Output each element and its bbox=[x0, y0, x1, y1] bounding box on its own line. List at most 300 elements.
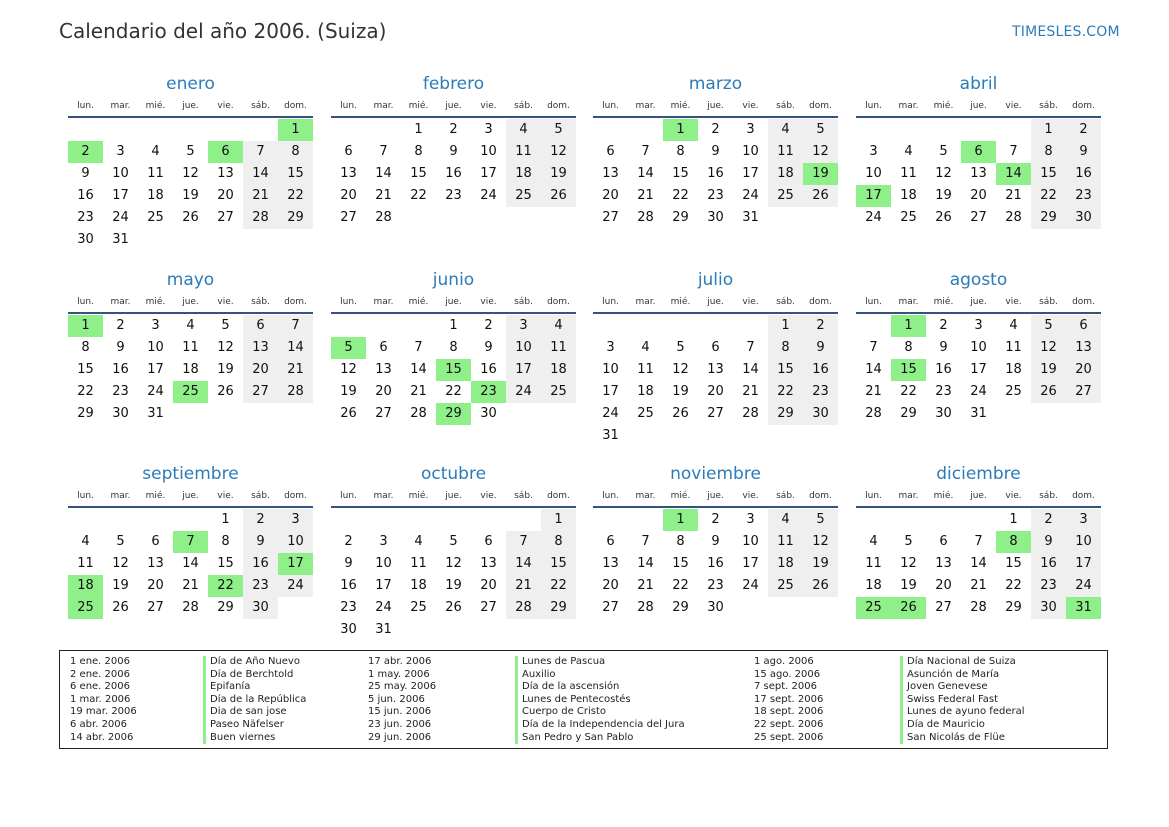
weekday-label: jue. bbox=[445, 101, 462, 111]
empty-cell bbox=[366, 119, 401, 141]
weekday-label: mar. bbox=[373, 297, 394, 307]
day-grid bbox=[68, 315, 313, 425]
day-cell: 4 bbox=[506, 119, 541, 141]
legend-holiday-name: Día de la Independencia del Jura bbox=[515, 719, 685, 732]
day-cell: 12 bbox=[182, 166, 199, 181]
day-grid bbox=[856, 119, 1101, 229]
day-cell: 16 bbox=[340, 578, 357, 593]
day-cell: 23 bbox=[1066, 185, 1101, 207]
day-cell: 25 bbox=[147, 210, 164, 225]
day-cell: 31 bbox=[742, 210, 759, 225]
weekday-label: dom. bbox=[284, 297, 307, 307]
day-cell: 7 bbox=[641, 144, 650, 159]
day-cell: 6 bbox=[1066, 315, 1101, 337]
weekday-label: sáb. bbox=[514, 297, 533, 307]
day-cell: 9 bbox=[449, 144, 458, 159]
weekday-header bbox=[331, 488, 576, 508]
weekday-label: sáb. bbox=[1039, 297, 1058, 307]
weekday-label: jue. bbox=[970, 491, 987, 501]
weekday-label: jue. bbox=[970, 297, 987, 307]
weekday-label: sáb. bbox=[1039, 491, 1058, 501]
legend-holiday-name: Día de la República bbox=[203, 694, 306, 707]
holiday-day-cell: 14 bbox=[996, 163, 1031, 185]
day-cell: 22 bbox=[278, 185, 313, 207]
day-cell: 18 bbox=[768, 553, 803, 575]
weekday-label: sáb. bbox=[776, 491, 795, 501]
day-cell: 6 bbox=[379, 340, 388, 355]
day-cell: 31 bbox=[112, 232, 129, 247]
weekday-label: vie. bbox=[1005, 297, 1022, 307]
day-cell: 17 bbox=[970, 362, 987, 377]
day-cell: 30 bbox=[480, 406, 497, 421]
day-cell: 27 bbox=[340, 210, 357, 225]
month-name: octubre bbox=[420, 464, 487, 484]
day-cell: 23 bbox=[243, 575, 278, 597]
day-cell: 24 bbox=[112, 210, 129, 225]
empty-cell bbox=[856, 315, 891, 337]
day-cell: 13 bbox=[340, 166, 357, 181]
day-cell: 18 bbox=[768, 163, 803, 185]
day-cell: 24 bbox=[970, 384, 987, 399]
day-cell: 6 bbox=[484, 534, 493, 549]
day-cell: 23 bbox=[112, 384, 129, 399]
day-cell: 19 bbox=[1031, 359, 1066, 381]
day-cell: 6 bbox=[606, 534, 615, 549]
day-cell: 8 bbox=[768, 337, 803, 359]
day-cell: 8 bbox=[904, 340, 913, 355]
weekday-label: jue. bbox=[445, 491, 462, 501]
day-cell: 21 bbox=[182, 578, 199, 593]
empty-cell bbox=[891, 509, 926, 531]
day-cell: 25 bbox=[637, 406, 654, 421]
day-cell: 5 bbox=[186, 144, 195, 159]
month-junio bbox=[331, 270, 576, 425]
day-cell: 28 bbox=[410, 406, 427, 421]
day-cell: 20 bbox=[602, 188, 619, 203]
weekday-label: dom. bbox=[809, 101, 832, 111]
day-cell: 20 bbox=[602, 578, 619, 593]
month-septiembre bbox=[68, 464, 313, 619]
day-cell: 15 bbox=[278, 163, 313, 185]
day-cell: 28 bbox=[865, 406, 882, 421]
day-cell: 17 bbox=[480, 166, 497, 181]
day-cell: 21 bbox=[742, 384, 759, 399]
weekday-label: vie. bbox=[1005, 101, 1022, 111]
legend-date: 15 jun. 2006 bbox=[368, 706, 432, 718]
day-cell: 30 bbox=[243, 597, 278, 619]
empty-cell bbox=[926, 119, 961, 141]
day-cell: 4 bbox=[869, 534, 878, 549]
day-cell: 11 bbox=[410, 556, 427, 571]
month-abril bbox=[856, 74, 1101, 229]
empty-cell bbox=[663, 315, 698, 337]
day-cell: 10 bbox=[278, 531, 313, 553]
day-cell: 4 bbox=[186, 318, 195, 333]
month-enero bbox=[68, 74, 313, 251]
day-cell: 30 bbox=[1031, 597, 1066, 619]
holiday-day-cell: 25 bbox=[68, 597, 103, 619]
weekday-label: jue. bbox=[182, 101, 199, 111]
page-title: Calendario del año 2006. (Suiza) bbox=[59, 19, 387, 43]
day-cell: 19 bbox=[182, 188, 199, 203]
day-cell: 9 bbox=[1066, 141, 1101, 163]
day-cell: 15 bbox=[217, 556, 234, 571]
legend-date: 1 ene. 2006 bbox=[70, 656, 130, 667]
month-diciembre bbox=[856, 464, 1101, 619]
holiday-day-cell: 1 bbox=[278, 119, 313, 141]
day-cell: 28 bbox=[506, 597, 541, 619]
day-cell: 26 bbox=[803, 185, 838, 207]
day-cell: 24 bbox=[278, 575, 313, 597]
day-cell: 11 bbox=[1005, 340, 1022, 355]
month-name: agosto bbox=[949, 270, 1008, 290]
day-cell: 22 bbox=[900, 384, 917, 399]
day-cell: 21 bbox=[970, 578, 987, 593]
weekday-label: jue. bbox=[707, 101, 724, 111]
day-cell: 3 bbox=[746, 122, 755, 137]
day-cell: 12 bbox=[935, 166, 952, 181]
holiday-day-cell: 18 bbox=[68, 575, 103, 597]
day-cell: 29 bbox=[77, 406, 94, 421]
legend-holiday-name: Día de Berchtold bbox=[203, 669, 293, 682]
weekday-header bbox=[68, 294, 313, 314]
day-cell: 23 bbox=[77, 210, 94, 225]
legend-holiday-name: Día Nacional de Suiza bbox=[900, 656, 1016, 669]
holiday-day-cell: 17 bbox=[856, 185, 891, 207]
month-name: noviembre bbox=[670, 464, 761, 484]
day-cell: 9 bbox=[243, 531, 278, 553]
day-cell: 1 bbox=[768, 315, 803, 337]
weekday-label: lun. bbox=[602, 491, 619, 501]
day-cell: 18 bbox=[1005, 362, 1022, 377]
day-cell: 28 bbox=[637, 210, 654, 225]
weekday-label: mar. bbox=[898, 101, 919, 111]
holiday-day-cell: 19 bbox=[803, 163, 838, 185]
weekday-label: mié. bbox=[145, 101, 166, 111]
weekday-label: mar. bbox=[373, 101, 394, 111]
day-cell: 27 bbox=[1066, 381, 1101, 403]
weekday-label: sáb. bbox=[251, 297, 270, 307]
day-cell: 13 bbox=[217, 166, 234, 181]
day-cell: 8 bbox=[541, 531, 576, 553]
weekday-label: vie. bbox=[480, 297, 497, 307]
month-name: mayo bbox=[166, 270, 215, 290]
day-cell: 2 bbox=[711, 122, 720, 137]
weekday-label: mié. bbox=[933, 491, 954, 501]
empty-cell bbox=[961, 509, 996, 531]
legend-date: 23 jun. 2006 bbox=[368, 719, 432, 730]
day-cell: 17 bbox=[112, 188, 129, 203]
weekday-label: mar. bbox=[110, 491, 131, 501]
weekday-label: lun. bbox=[340, 101, 357, 111]
day-cell: 7 bbox=[1009, 144, 1018, 159]
day-cell: 20 bbox=[375, 384, 392, 399]
legend-holiday-name: San Nicolás de Flüe bbox=[900, 732, 1005, 745]
day-cell: 4 bbox=[641, 340, 650, 355]
day-grid bbox=[856, 509, 1101, 619]
holiday-day-cell: 1 bbox=[663, 509, 698, 531]
day-cell: 21 bbox=[243, 185, 278, 207]
day-cell: 19 bbox=[900, 578, 917, 593]
empty-cell bbox=[628, 315, 663, 337]
day-cell: 31 bbox=[970, 406, 987, 421]
empty-cell bbox=[173, 119, 208, 141]
day-cell: 15 bbox=[672, 556, 689, 571]
empty-cell bbox=[628, 119, 663, 141]
day-cell: 28 bbox=[182, 600, 199, 615]
day-cell: 5 bbox=[116, 534, 125, 549]
day-cell: 4 bbox=[151, 144, 160, 159]
weekday-label: jue. bbox=[182, 297, 199, 307]
empty-cell bbox=[733, 315, 768, 337]
day-cell: 12 bbox=[445, 556, 462, 571]
day-cell: 12 bbox=[541, 141, 576, 163]
day-cell: 23 bbox=[803, 381, 838, 403]
day-cell: 10 bbox=[506, 337, 541, 359]
empty-cell bbox=[593, 315, 628, 337]
legend-date: 7 sept. 2006 bbox=[754, 681, 817, 693]
empty-cell bbox=[103, 119, 138, 141]
weekday-label: lun. bbox=[865, 297, 882, 307]
day-cell: 16 bbox=[1031, 553, 1066, 575]
day-cell: 3 bbox=[869, 144, 878, 159]
day-grid bbox=[593, 119, 838, 229]
day-cell: 10 bbox=[602, 362, 619, 377]
day-cell: 22 bbox=[1031, 185, 1066, 207]
weekday-label: dom. bbox=[1072, 101, 1095, 111]
day-cell: 7 bbox=[869, 340, 878, 355]
weekday-label: lun. bbox=[77, 101, 94, 111]
legend-date: 22 sept. 2006 bbox=[754, 719, 824, 730]
day-cell: 7 bbox=[641, 534, 650, 549]
holiday-day-cell: 22 bbox=[208, 575, 243, 597]
day-cell: 8 bbox=[278, 141, 313, 163]
weekday-label: lun. bbox=[77, 491, 94, 501]
weekday-label: mar. bbox=[373, 491, 394, 501]
day-cell: 3 bbox=[151, 318, 160, 333]
day-cell: 31 bbox=[602, 428, 619, 443]
day-cell: 21 bbox=[637, 578, 654, 593]
day-cell: 5 bbox=[1031, 315, 1066, 337]
empty-cell bbox=[891, 119, 926, 141]
day-cell: 30 bbox=[707, 600, 724, 615]
weekday-label: vie. bbox=[742, 297, 759, 307]
day-cell: 17 bbox=[147, 362, 164, 377]
day-cell: 29 bbox=[672, 210, 689, 225]
day-cell: 2 bbox=[116, 318, 125, 333]
empty-cell bbox=[996, 119, 1031, 141]
weekday-label: dom. bbox=[547, 491, 570, 501]
day-cell: 24 bbox=[506, 381, 541, 403]
legend-holiday-name: Epifanía bbox=[203, 681, 250, 694]
legend-holiday-name: San Pedro y San Pablo bbox=[515, 732, 633, 745]
empty-cell bbox=[401, 315, 436, 337]
weekday-label: vie. bbox=[742, 491, 759, 501]
day-cell: 11 bbox=[147, 166, 164, 181]
day-cell: 2 bbox=[711, 512, 720, 527]
day-cell: 10 bbox=[742, 534, 759, 549]
day-cell: 5 bbox=[676, 340, 685, 355]
empty-cell bbox=[366, 509, 401, 531]
day-cell: 15 bbox=[768, 359, 803, 381]
day-cell: 20 bbox=[707, 384, 724, 399]
empty-cell bbox=[68, 119, 103, 141]
day-cell: 27 bbox=[243, 381, 278, 403]
legend-holiday-name: Auxilio bbox=[515, 669, 556, 682]
day-cell: 14 bbox=[637, 556, 654, 571]
day-cell: 16 bbox=[935, 362, 952, 377]
day-cell: 27 bbox=[602, 210, 619, 225]
weekday-label: sáb. bbox=[251, 491, 270, 501]
weekday-label: vie. bbox=[217, 297, 234, 307]
day-cell: 18 bbox=[182, 362, 199, 377]
day-cell: 6 bbox=[606, 144, 615, 159]
legend-date: 17 abr. 2006 bbox=[368, 656, 432, 667]
day-cell: 10 bbox=[112, 166, 129, 181]
weekday-label: jue. bbox=[970, 101, 987, 111]
legend-date: 6 ene. 2006 bbox=[70, 681, 130, 693]
day-cell: 29 bbox=[768, 403, 803, 425]
day-cell: 16 bbox=[803, 359, 838, 381]
weekday-label: dom. bbox=[547, 297, 570, 307]
day-cell: 5 bbox=[939, 144, 948, 159]
day-cell: 2 bbox=[243, 509, 278, 531]
day-cell: 16 bbox=[1066, 163, 1101, 185]
weekday-header bbox=[331, 98, 576, 118]
day-cell: 21 bbox=[278, 359, 313, 381]
month-octubre bbox=[331, 464, 576, 641]
day-cell: 14 bbox=[243, 163, 278, 185]
weekday-label: sáb. bbox=[1039, 101, 1058, 111]
day-cell: 24 bbox=[147, 384, 164, 399]
day-cell: 24 bbox=[375, 600, 392, 615]
weekday-label: mié. bbox=[145, 297, 166, 307]
legend-date: 1 may. 2006 bbox=[368, 668, 430, 680]
day-cell: 16 bbox=[77, 188, 94, 203]
day-cell: 24 bbox=[480, 188, 497, 203]
weekday-label: mar. bbox=[635, 101, 656, 111]
day-cell: 15 bbox=[410, 166, 427, 181]
day-cell: 19 bbox=[541, 163, 576, 185]
holiday-day-cell: 1 bbox=[663, 119, 698, 141]
weekday-header bbox=[593, 488, 838, 508]
legend-date: 29 jun. 2006 bbox=[368, 731, 432, 743]
day-grid bbox=[593, 509, 838, 619]
day-cell: 25 bbox=[506, 185, 541, 207]
day-cell: 24 bbox=[602, 406, 619, 421]
weekday-label: mié. bbox=[933, 101, 954, 111]
weekday-label: sáb. bbox=[514, 101, 533, 111]
day-cell: 12 bbox=[340, 362, 357, 377]
day-cell: 20 bbox=[1066, 359, 1101, 381]
day-cell: 30 bbox=[707, 210, 724, 225]
day-grid bbox=[331, 119, 576, 229]
day-cell: 13 bbox=[707, 362, 724, 377]
empty-cell bbox=[593, 119, 628, 141]
day-cell: 27 bbox=[375, 406, 392, 421]
day-cell: 18 bbox=[147, 188, 164, 203]
day-cell: 18 bbox=[637, 384, 654, 399]
day-cell: 27 bbox=[480, 600, 497, 615]
day-cell: 6 bbox=[344, 144, 353, 159]
day-cell: 10 bbox=[742, 144, 759, 159]
day-cell: 23 bbox=[1031, 575, 1066, 597]
day-cell: 7 bbox=[974, 534, 983, 549]
day-cell: 25 bbox=[410, 600, 427, 615]
day-cell: 12 bbox=[672, 362, 689, 377]
weekday-label: vie. bbox=[1005, 491, 1022, 501]
day-cell: 18 bbox=[541, 359, 576, 381]
day-cell: 29 bbox=[1031, 207, 1066, 229]
day-cell: 12 bbox=[900, 556, 917, 571]
day-cell: 20 bbox=[147, 578, 164, 593]
day-cell: 3 bbox=[506, 315, 541, 337]
weekday-label: lun. bbox=[865, 101, 882, 111]
day-cell: 3 bbox=[484, 122, 493, 137]
day-cell: 8 bbox=[1031, 141, 1066, 163]
weekday-label: dom. bbox=[547, 101, 570, 111]
day-cell: 20 bbox=[935, 578, 952, 593]
brand-link[interactable]: TIMESLES.COM bbox=[1012, 24, 1120, 40]
legend-date: 15 ago. 2006 bbox=[754, 668, 821, 680]
day-cell: 4 bbox=[904, 144, 913, 159]
day-cell: 20 bbox=[243, 359, 278, 381]
weekday-header bbox=[68, 98, 313, 118]
weekday-label: mar. bbox=[110, 101, 131, 111]
day-cell: 10 bbox=[970, 340, 987, 355]
day-cell: 11 bbox=[182, 340, 199, 355]
day-cell: 12 bbox=[1031, 337, 1066, 359]
day-cell: 17 bbox=[742, 556, 759, 571]
day-cell: 10 bbox=[1066, 531, 1101, 553]
empty-cell bbox=[628, 509, 663, 531]
day-cell: 8 bbox=[676, 144, 685, 159]
day-cell: 30 bbox=[1066, 207, 1101, 229]
day-grid bbox=[331, 315, 576, 425]
holiday-day-cell: 2 bbox=[68, 141, 103, 163]
month-noviembre bbox=[593, 464, 838, 619]
holiday-day-cell: 25 bbox=[856, 597, 891, 619]
day-cell: 14 bbox=[375, 166, 392, 181]
weekday-label: mié. bbox=[408, 491, 429, 501]
day-cell: 2 bbox=[484, 318, 493, 333]
day-cell: 11 bbox=[900, 166, 917, 181]
weekday-label: sáb. bbox=[514, 491, 533, 501]
day-cell: 2 bbox=[803, 315, 838, 337]
legend-date: 19 mar. 2006 bbox=[70, 706, 137, 718]
weekday-label: lun. bbox=[77, 297, 94, 307]
month-name: julio bbox=[697, 270, 734, 290]
day-cell: 3 bbox=[746, 512, 755, 527]
day-cell: 8 bbox=[449, 340, 458, 355]
empty-cell bbox=[506, 509, 541, 531]
weekday-header bbox=[331, 294, 576, 314]
day-cell: 9 bbox=[116, 340, 125, 355]
empty-cell bbox=[961, 119, 996, 141]
day-cell: 28 bbox=[375, 210, 392, 225]
legend-holiday-name: Día de la ascensión bbox=[515, 681, 619, 694]
month-name: diciembre bbox=[936, 464, 1021, 484]
weekday-label: sáb. bbox=[776, 297, 795, 307]
day-cell: 1 bbox=[541, 509, 576, 531]
day-cell: 9 bbox=[803, 337, 838, 359]
legend-date: 17 sept. 2006 bbox=[754, 693, 824, 705]
empty-cell bbox=[103, 509, 138, 531]
day-cell: 25 bbox=[1005, 384, 1022, 399]
weekday-label: mié. bbox=[933, 297, 954, 307]
day-cell: 19 bbox=[445, 578, 462, 593]
day-cell: 5 bbox=[803, 509, 838, 531]
